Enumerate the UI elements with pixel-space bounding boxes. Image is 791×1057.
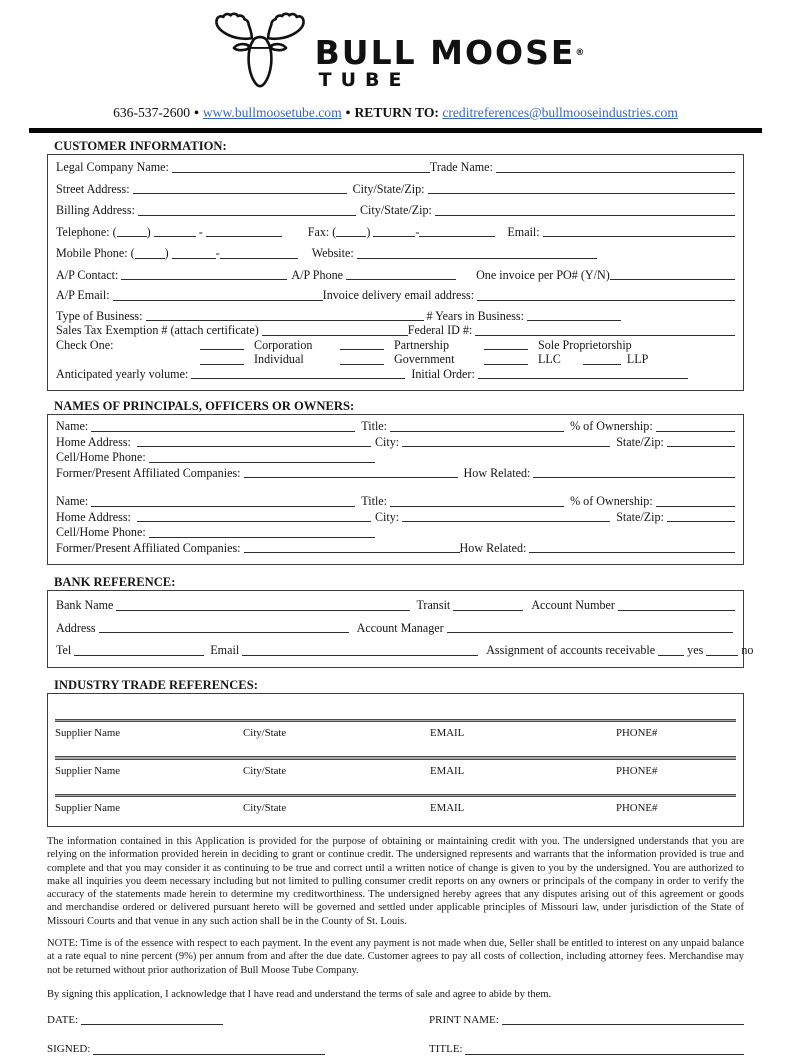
blank-line [618, 609, 735, 611]
field-label: Sole Proprietorship [538, 337, 632, 352]
brand-name [314, 33, 585, 72]
blank-line [336, 235, 366, 237]
blank-line [527, 319, 621, 321]
email-label: EMAIL [430, 764, 465, 777]
form-cell [47, 1043, 429, 1057]
note-paragraph: NOTE: Time is of the essence with respect to each payment. In the event any payment is not made when due, Seller shall be entitled to interest on any unpaid balance at a rate equal to nine percent (9%) per annum from and after the due date. Customer agrees to pay all costs of collection, including attorney fees. Merchandise may not be returned without prior authorization of Bull Moose Tube Company. [47, 938, 744, 976]
supplier-name-label: Supplier Name [55, 764, 121, 777]
blank-line [484, 348, 528, 350]
form-cell [200, 339, 340, 353]
field-label: no [741, 643, 754, 657]
field-label: State/Zip: [616, 509, 667, 524]
field-label: - [215, 246, 220, 260]
field-label: Home Address: [56, 509, 137, 524]
form-cell [484, 353, 735, 367]
blank-line [428, 192, 735, 194]
form-row [56, 420, 735, 434]
blank-line [346, 278, 456, 280]
blank-line [373, 235, 415, 237]
trade-row-rule [55, 719, 736, 723]
field-label: LLC [538, 352, 561, 366]
field-label: Address [56, 620, 99, 635]
form-row [56, 247, 735, 261]
blank-line [117, 235, 147, 237]
bullet-separator: • [345, 105, 351, 120]
form-row [56, 204, 735, 218]
bullet-separator: • [194, 105, 199, 120]
credit-references-email-link[interactable]: creditreferences@bullmooseindustries.com [442, 105, 678, 120]
section-title-customer-information: CUSTOMER INFORMATION: [54, 139, 227, 153]
field-label: Name: [56, 494, 92, 508]
blank-line [357, 257, 597, 259]
form-row [56, 451, 735, 465]
blank-line [435, 214, 735, 216]
field-label: One invoice per PO# (Y/N) [476, 267, 610, 282]
blank-line [402, 520, 610, 522]
field-label: Website: [311, 246, 357, 260]
logo [29, 10, 762, 102]
form-cell [47, 1014, 429, 1028]
blank-line [200, 363, 244, 365]
city-state-label: City/State [243, 802, 287, 814]
field-label: Telephone: ( [56, 224, 117, 239]
blank-line [99, 631, 349, 633]
blank-line [93, 1053, 325, 1055]
legal-paragraph: The information contained in this Application is provided for the purpose of obtaining or maintaining credit with you. The undersigned understands that you are relying on the information provided herein in deciding to grant or continue credit. The undersigned represents and warrants that the information provided is true and complete and that you may consider it as continuing to be true and correct until a written notice of change is given to you by the undersigned. You are authorized to make all inquiries you deem necessary including but not limited to pulling consumer credit reports on any owners or principals of the company in order to verify the accuracy of the statements made herein to determine my creditworthiness. The undersigned hereby agrees that any disputes arising out of this agreement or goods and merchandise ordered or delivered pursuant hereto will be governed and settled under applicable principles of Missouri law, under jurisdiction of the State of Missouri Courts and that venue in any such action shall be in the County of St. Louis. [47, 836, 744, 927]
field-label: ) [366, 224, 374, 239]
blank-line [533, 476, 735, 478]
field-label: DATE: [47, 1013, 81, 1026]
field-label: Cell/Home Phone: [56, 450, 149, 464]
field-label: City/State/Zip: [352, 181, 428, 196]
blank-line [477, 299, 735, 301]
field-label: yes [687, 643, 707, 657]
field-label: How Related: [459, 540, 530, 555]
field-label: Transit [416, 598, 454, 612]
form-row [56, 353, 735, 367]
form-content [47, 139, 754, 1057]
return-to-label: RETURN TO: [354, 105, 439, 120]
form-row [56, 324, 735, 338]
trade-row-labels [55, 727, 736, 739]
email-label: EMAIL [430, 802, 465, 814]
field-label: # Years in Business: [426, 308, 527, 323]
blank-line [220, 257, 298, 259]
blank-line [610, 278, 735, 280]
blank-line [419, 235, 495, 237]
field-label: Email [210, 643, 243, 657]
field-label: Billing Address: [56, 203, 138, 217]
field-label: A/P Contact: [56, 267, 122, 282]
field-label: Title: [361, 419, 391, 433]
contact-line [29, 105, 762, 121]
blank-line [137, 445, 371, 447]
blank-line [706, 654, 738, 656]
blank-line [154, 235, 196, 237]
field-label: - [415, 224, 420, 239]
blank-line [121, 278, 287, 280]
blank-line [244, 476, 458, 478]
blank-line [74, 654, 204, 656]
blank-line [146, 319, 424, 321]
field-label: Type of Business: [56, 308, 146, 323]
field-label: A/P Phone [291, 267, 347, 282]
logo-inner [207, 10, 585, 94]
form-row [56, 368, 735, 382]
field-label: City: [374, 509, 403, 524]
field-label: Bank Name [56, 598, 117, 612]
blank-line [172, 257, 216, 259]
blank-line [543, 235, 735, 237]
field-label: State/Zip: [616, 434, 667, 449]
form-cell [200, 353, 340, 367]
form-row [56, 526, 735, 540]
header-divider-rule [29, 128, 762, 133]
field-label: % of Ownership: [570, 419, 656, 433]
field-label: Street Address: [56, 181, 133, 196]
trade-references-box [47, 693, 744, 828]
field-label: City/State/Zip: [359, 203, 435, 217]
form-row [56, 495, 735, 509]
field-label: Account Number [531, 598, 618, 612]
form-row [56, 511, 735, 525]
field-label: TITLE: [429, 1043, 466, 1056]
supplier-name-label: Supplier Name [55, 727, 121, 739]
field-label: Home Address: [56, 434, 137, 449]
field-label: Tel [56, 643, 75, 657]
field-label: Anticipated yearly volume: [56, 366, 192, 381]
blank-line [91, 430, 355, 432]
brand-text: BULL MOOSE [314, 33, 576, 72]
city-state-label: City/State [243, 764, 287, 777]
principals-box [47, 414, 744, 565]
form-row [56, 310, 735, 324]
blank-line [191, 377, 405, 379]
field-label: Sales Tax Exemption # (attach certificate) [56, 323, 262, 337]
field-label: Email: [507, 224, 543, 239]
city-state-label: City/State [243, 727, 287, 739]
phone-label: PHONE# [616, 727, 658, 739]
blank-line [583, 363, 621, 365]
brand-block [315, 10, 585, 92]
blank-line [390, 430, 564, 432]
field-label: ) [164, 246, 172, 260]
blank-line [172, 171, 430, 173]
blank-line [206, 235, 282, 237]
form-cell [429, 1043, 744, 1057]
email-label: EMAIL [430, 727, 465, 739]
field-label: SIGNED: [47, 1043, 94, 1056]
form-cell [340, 339, 484, 353]
form-row [56, 643, 754, 658]
blank-line [133, 192, 347, 194]
blank-line [340, 348, 384, 350]
field-label: Mobile Phone: ( [56, 246, 135, 260]
customer-information-box [47, 154, 744, 391]
blank-line [200, 348, 244, 350]
field-label: Federal ID #: [407, 323, 476, 337]
form-cell [56, 339, 200, 353]
blank-line [496, 171, 735, 173]
form-row [47, 1014, 744, 1028]
blank-line [465, 1053, 744, 1055]
registered-mark: ® [575, 48, 585, 58]
blank-line [667, 520, 735, 522]
field-label: Assignment of accounts receivable [486, 643, 659, 657]
trade-row-rule [55, 794, 736, 798]
form-cell [429, 1014, 744, 1028]
field-label: ) [146, 224, 154, 239]
trade-row-labels [55, 802, 736, 814]
trade-row-rule [55, 756, 736, 760]
blank-line [658, 654, 684, 656]
blank-line [667, 445, 735, 447]
field-label: Corporation [254, 337, 313, 352]
field-label: Title: [361, 494, 391, 508]
field-label: % of Ownership: [570, 494, 656, 508]
field-label: Account Manager [356, 620, 447, 635]
section-title-bank-reference: BANK REFERENCE: [54, 575, 176, 589]
form-cell [340, 353, 484, 367]
supplier-name-label: Supplier Name [55, 802, 121, 814]
blank-line [149, 536, 375, 538]
field-label: Trade Name: [429, 160, 496, 174]
website-link[interactable]: www.bullmoosetube.com [202, 105, 342, 120]
blank-line [656, 430, 735, 432]
field-label: City: [374, 434, 403, 449]
blank-line [447, 631, 733, 633]
blank-line [484, 363, 528, 365]
field-label: How Related: [463, 465, 534, 480]
field-label: Government [394, 352, 455, 366]
field-label: LLP [626, 352, 649, 366]
blank-line [529, 551, 735, 553]
blank-line [91, 505, 355, 507]
form-row [56, 289, 735, 303]
section-title-trade-references: INDUSTRY TRADE REFERENCES: [54, 677, 258, 692]
phone-label: PHONE# [616, 764, 658, 777]
blank-line [402, 445, 610, 447]
form-row [56, 269, 735, 283]
phone-label: PHONE# [616, 802, 658, 814]
acknowledgment-line: By signing this application, I acknowledge that I have read and understand the terms of sale and agree to abide by them. [47, 988, 552, 1000]
blank-line [244, 551, 460, 553]
form-row [56, 599, 735, 613]
brand-sub: TUBE [318, 69, 411, 91]
blank-line [116, 609, 410, 611]
blank-line [262, 334, 408, 336]
form-row [47, 1043, 744, 1057]
form-row [56, 226, 735, 240]
blank-line [340, 363, 384, 365]
blank-line [135, 257, 165, 259]
blank-line [113, 299, 323, 301]
form-row [56, 339, 735, 353]
bank-reference-box [47, 590, 754, 668]
field-label: Individual [254, 352, 304, 366]
phone-number: 636-537-2600 [113, 105, 191, 120]
moose-head-icon [207, 10, 313, 94]
form-row [56, 161, 735, 175]
form-cell [484, 339, 735, 353]
field-label: A/P Email: [56, 288, 113, 302]
field-label: Legal Company Name: [56, 160, 172, 174]
form-row [56, 542, 735, 556]
blank-line [475, 334, 735, 336]
blank-line [453, 609, 523, 611]
field-label: - [195, 224, 206, 239]
blank-line [478, 377, 688, 379]
blank-line [242, 654, 478, 656]
trade-row-labels [55, 765, 736, 777]
form-row [56, 622, 735, 636]
field-label: Partnership [394, 337, 450, 352]
blank-line [656, 505, 735, 507]
blank-line [149, 461, 375, 463]
field-label: Cell/Home Phone: [56, 525, 149, 539]
field-label: Check One: [56, 337, 114, 352]
field-label: Former/Present Affiliated Companies: [56, 465, 244, 480]
section-title-principals: NAMES OF PRINCIPALS, OFFICERS OR OWNERS: [54, 399, 355, 413]
field-label: PRINT NAME: [429, 1013, 502, 1026]
blank-line [138, 214, 356, 216]
field-label: Name: [56, 419, 92, 433]
blank-line [390, 505, 564, 507]
field-label: Initial Order: [411, 366, 478, 381]
field-label: Former/Present Affiliated Companies: [56, 540, 244, 555]
field-label: Fax: ( [307, 224, 337, 239]
blank-line [137, 520, 371, 522]
field-label: Invoice delivery email address: [322, 288, 478, 302]
signature-area [47, 1014, 744, 1057]
form-row [56, 467, 735, 481]
form-row [56, 183, 735, 197]
form-row [56, 436, 735, 450]
